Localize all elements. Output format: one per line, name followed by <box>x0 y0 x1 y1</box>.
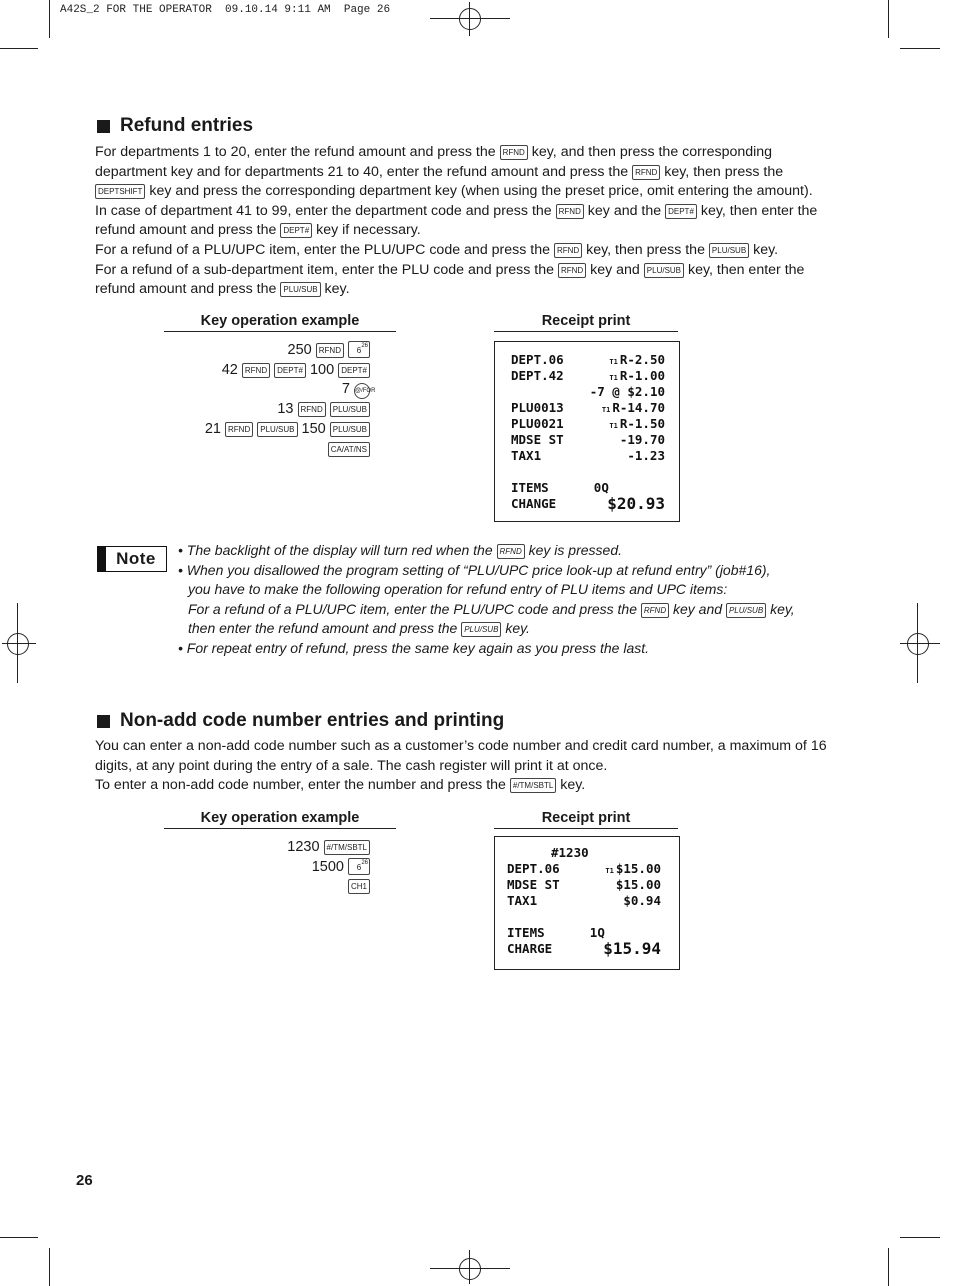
rfnd-key: RFND <box>497 544 525 559</box>
plu-sub-key: PLU/SUB <box>257 422 297 437</box>
receipt-change-line: CHANGE $20.93 <box>511 494 665 513</box>
refund-key-operations <box>164 341 376 459</box>
rfnd-key: RFND <box>316 343 344 358</box>
registration-mark <box>7 633 29 655</box>
rfnd-key: RFND <box>641 603 669 618</box>
plu-sub-key: PLU/SUB <box>726 603 766 618</box>
note-item-continued: you have to make the following operation for refund entry of PLU items and UPC items: <box>188 581 728 598</box>
rfnd-key: RFND <box>500 145 528 160</box>
dept-code-key: DEPT# <box>665 204 697 219</box>
crop-mark <box>888 0 889 38</box>
receipt-items-line: ITEMS 1Q <box>507 925 605 940</box>
crop-mark <box>0 1237 38 1238</box>
plu-sub-key: PLU/SUB <box>644 263 684 278</box>
keyop-line <box>164 440 370 460</box>
crop-mark <box>0 48 38 49</box>
receipt-print-heading: Receipt print <box>494 313 678 332</box>
key-operation-heading: Key operation example <box>164 313 396 332</box>
nonadd-instructions: You can enter a non-add code number such as a customer’s code number and credit card number, a maximum of 16 digits, at any point during the entry of a sale. The cash register will print it at once. To enter a non-add code number, enter the number and press the #/TM/SBTL key. <box>95 738 827 794</box>
nonadd-section-title: Non-add code number entries and printing <box>97 710 504 732</box>
receipt-line: DEPT.06 T1 R-2.50 <box>511 352 665 367</box>
ch1-key: CH1 <box>348 879 370 894</box>
receipt-body <box>507 845 661 957</box>
crop-mark <box>900 1237 940 1238</box>
receipt-line: DEPT.42 T1 R-1.00 <box>511 368 665 383</box>
receipt-charge-line: CHARGE $15.94 <box>507 939 661 958</box>
plu-sub-key: PLU/SUB <box>461 622 501 637</box>
registration-mark <box>459 1258 481 1280</box>
keyop-line: 1230 #/TM/SBTL <box>164 838 370 858</box>
receipt-items-line: ITEMS 0Q <box>511 480 609 495</box>
dept-6-key: 6 26 <box>348 858 370 875</box>
rfnd-key: RFND <box>632 165 660 180</box>
key-operation-heading: Key operation example <box>164 810 396 829</box>
receipt-line: MDSE ST $15.00 <box>507 877 661 892</box>
receipt-line: TAX1 -1.23 <box>511 448 665 463</box>
rfnd-key: RFND <box>558 263 586 278</box>
keyop-line: 21 RFND PLU/SUB 150 PLU/SUB <box>164 420 370 440</box>
plu-sub-key: PLU/SUB <box>330 422 370 437</box>
section-bullet-icon <box>97 120 110 133</box>
crop-mark <box>49 0 50 38</box>
note-item-continued: then enter the refund amount and press the PLU/SUB key. <box>188 620 530 637</box>
refund-section-title: Refund entries <box>97 115 253 137</box>
rfnd-key: RFND <box>225 422 253 437</box>
page-number: 26 <box>76 1172 93 1189</box>
receipt-line: PLU0021 T1 R-1.50 <box>511 416 665 431</box>
nonadd-receipt <box>494 836 680 970</box>
keyop-line: 7 @/FOR <box>341 381 376 398</box>
dept-6-key: 6 26 <box>348 341 370 358</box>
crop-mark <box>900 48 940 49</box>
dept-code-key: DEPT# <box>274 363 306 378</box>
plu-sub-key: PLU/SUB <box>330 402 370 417</box>
rfnd-key: RFND <box>242 363 270 378</box>
tm-sbtl-key: #/TM/SBTL <box>510 778 556 793</box>
note-item-continued: For a refund of a PLU/UPC item, enter the PLU/UPC code and press the RFND key and PLU/SUB key, <box>188 600 795 617</box>
tm-sbtl-key: #/TM/SBTL <box>324 840 370 855</box>
registration-mark <box>907 633 929 655</box>
receipt-line: MDSE ST -19.70 <box>511 432 665 447</box>
keyop-line: 42 RFND DEPT# 100 DEPT# <box>164 361 370 381</box>
keyop-line: 250 RFND 6 26 <box>287 342 368 358</box>
rfnd-key: RFND <box>556 204 584 219</box>
section-bullet-icon <box>97 715 110 728</box>
crop-mark <box>49 1248 50 1286</box>
rfnd-key: RFND <box>554 243 582 258</box>
note-badge: Note <box>97 546 167 572</box>
cash-key: CA/AT/NS <box>328 442 370 457</box>
note-item: • The backlight of the display will turn red when the RFND key is pressed. <box>178 542 622 558</box>
dept-code-key: DEPT# <box>280 223 312 238</box>
at-for-key: @/FOR <box>354 383 370 399</box>
receipt-code-line: #1230 <box>551 845 589 860</box>
registration-mark <box>459 8 481 30</box>
plu-sub-key: PLU/SUB <box>709 243 749 258</box>
receipt-body <box>511 352 665 512</box>
nonadd-key-operations <box>164 838 370 897</box>
refund-receipt <box>494 341 680 522</box>
keyop-line: 13 RFND PLU/SUB <box>164 400 370 420</box>
receipt-line: -7 @ $2.10 <box>589 384 665 399</box>
deptshift-key: DEPTSHIFT <box>95 184 145 199</box>
rfnd-key: RFND <box>298 402 326 417</box>
note-item: • When you disallowed the program setting of “PLU/UPC price look-up at refund entry” (job#16), <box>178 561 771 578</box>
receipt-line: PLU0013 T1 R-14.70 <box>511 400 665 415</box>
print-header: A42S_2 FOR THE OPERATOR 09.10.14 9:11 AM Page 26 <box>60 4 391 16</box>
plu-sub-key: PLU/SUB <box>280 282 320 297</box>
receipt-print-heading: Receipt print <box>494 810 678 829</box>
receipt-line: DEPT.06 T1 $15.00 <box>507 861 661 876</box>
note-list <box>178 541 838 659</box>
crop-mark <box>888 1248 889 1286</box>
refund-instructions: For departments 1 to 20, enter the refund amount and press the RFND key, and then press the corresponding department key and for departments 21 to 40, enter the refund amount and press the RFND key, then press the DEPTSHIFT key and press the corresponding department key (when using the preset price, omit entering the amount). In case of department 41 to 99, enter the department code and press the RFND key and the DEPT# key, then enter the refund amount and press the DEPT# key if necessary. For a refund of a PLU/UPC item, enter the PLU/UPC code and press the RFND key, then press the PLU/SUB key. For a refund of a sub-department item, enter the PLU code and press the RFND key and PLU/SUB key, then enter the refund amount and press the PLU/SUB key. <box>95 144 818 298</box>
receipt-line: TAX1 $0.94 <box>507 893 661 908</box>
keyop-line: 1500 6 26 <box>311 858 368 875</box>
note-item: • For repeat entry of refund, press the same key again as you press the last. <box>178 639 650 656</box>
dept-code-key: DEPT# <box>338 363 370 378</box>
keyop-line <box>164 877 370 897</box>
